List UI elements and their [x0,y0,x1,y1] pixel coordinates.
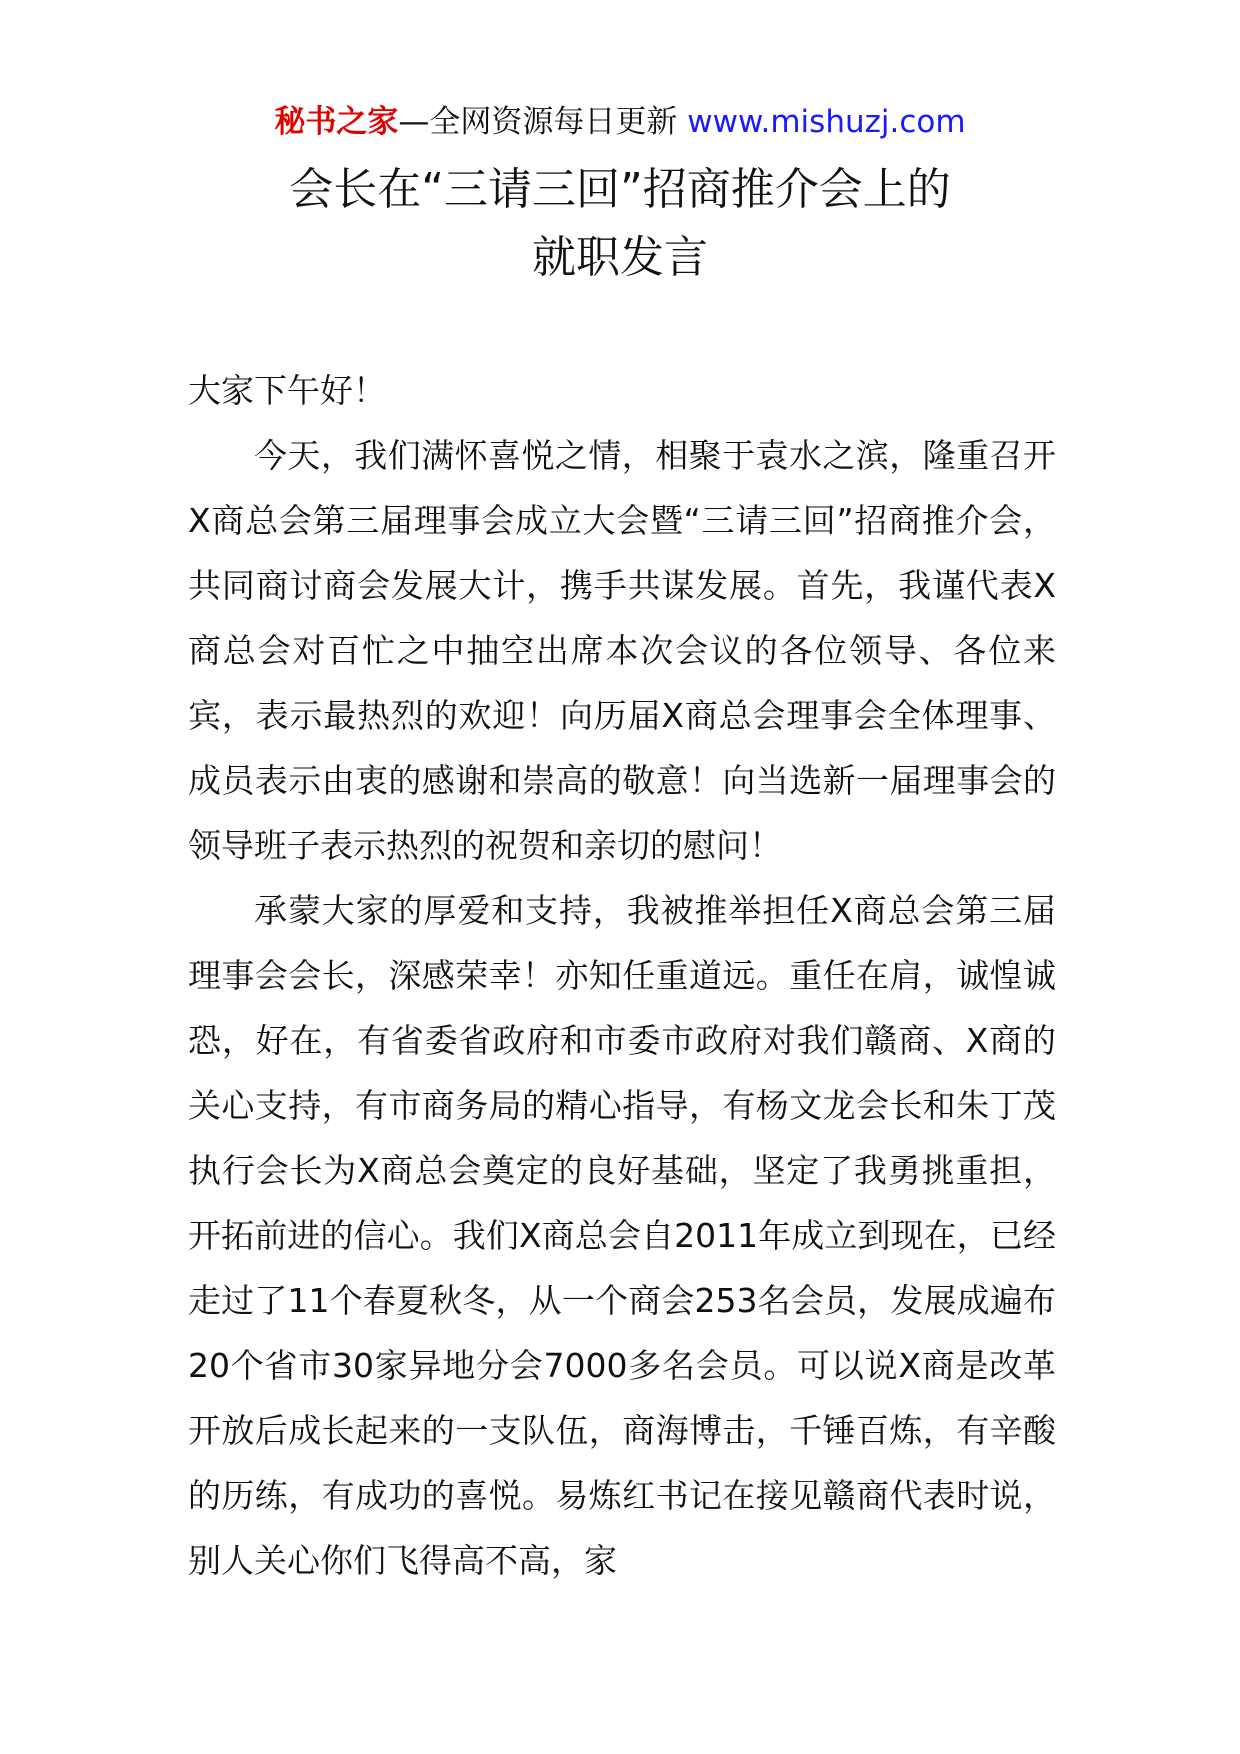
header-tagline: —全网资源每日更新 [398,104,678,140]
paragraph-1: 今天，我们满怀喜悦之情，相聚于袁水之滨，隆重召开X商总会第三届理事会成立大会暨“三请三回”招商推介会，共同商讨商会发展大计，携手共谋发展。首先，我谨代表X商总会对百忙之中抽空出席本次会议的各位领导、各位来宾，表示最热烈的欢迎！向历届X商总会理事会全体理事、成员表示由衷的感谢和崇高的敬意！向当选新一届理事会的领导班子表示热烈的祝贺和亲切的慰问！ [188,436,1056,865]
paragraph-2: 承蒙大家的厚爱和支持，我被推举担任X商总会第三届理事会会长，深感荣幸！亦知任重道远。重任在肩，诚惶诚恐，好在，有省委省政府和市委市政府对我们赣商、X商的关心支持，有市商务局的精心指导，有杨文龙会长和朱丁茂执行会长为X商总会奠定的良好基础，坚定了我勇挑重担，开拓前进的信心。我们X商总会自2011年成立到现在，已经走过了11个春夏秋冬，从一个商会253名会员，发展成遍布20个省市30家异地分会7000多名会员。可以说X商是改革开放后成长起来的一支队伍，商海博击，千锤百炼，有辛酸的历练，有成功的喜悦。易炼红书记在接见赣商代表时说，别人关心你们飞得高不高，家 [188,891,1056,1580]
document-title-line-2: 就职发言 [532,232,708,283]
site-header [0,100,1240,144]
site-url[interactable]: www.mishuzj.com [687,104,966,140]
document-body [188,358,1056,1593]
brand-name: 秘书之家 [274,104,399,140]
document-title-line-1: 会长在“三请三回”招商推介会上的 [289,164,951,215]
greeting: 大家下午好！ [188,371,386,410]
